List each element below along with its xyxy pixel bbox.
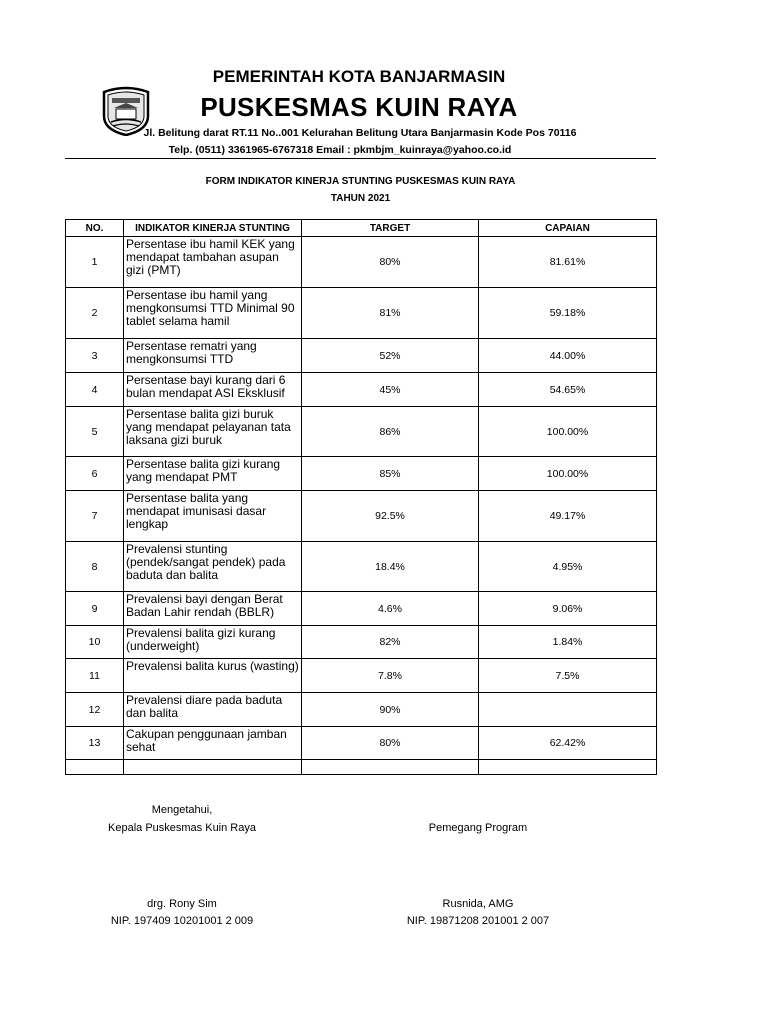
- table-row: [66, 727, 657, 760]
- institution-title: PUSKESMAS KUIN RAYA: [200, 92, 518, 122]
- program-holder-nip: NIP. 19871208 201001 2 007: [406, 915, 550, 927]
- row-target: 90%: [302, 693, 479, 727]
- row-target: 7.8%: [302, 659, 479, 693]
- table-row: [66, 542, 657, 592]
- row-target: 80%: [302, 237, 479, 288]
- head-name: drg. Rony Sim: [147, 898, 217, 910]
- row-achievement: 44.00%: [479, 339, 657, 373]
- head-nip: NIP. 197409 10201001 2 009: [110, 915, 254, 927]
- row-indicator: Persentase rematri yang mengkonsumsi TTD: [124, 339, 302, 373]
- row-number: 7: [66, 491, 124, 542]
- header-divider: [65, 158, 656, 159]
- row-achievement: 1.84%: [479, 626, 657, 659]
- row-achievement: 59.18%: [479, 288, 657, 339]
- row-achievement: 62.42%: [479, 727, 657, 760]
- row-number: 3: [66, 339, 124, 373]
- head-title: Kepala Puskesmas Kuin Raya: [108, 822, 256, 834]
- row-achievement: 49.17%: [479, 491, 657, 542]
- row-number: 11: [66, 659, 124, 693]
- row-achievement: [479, 693, 657, 727]
- row-indicator: Persentase balita gizi buruk yang mendapat pelayanan tata laksana gizi buruk: [124, 407, 302, 457]
- row-number: 2: [66, 288, 124, 339]
- row-target: 45%: [302, 373, 479, 407]
- table-row: [66, 457, 657, 491]
- table-row: [66, 237, 657, 288]
- table-row: [66, 693, 657, 727]
- row-number: 10: [66, 626, 124, 659]
- row-target: 82%: [302, 626, 479, 659]
- program-holder-title: Pemegang Program: [428, 822, 528, 834]
- table-row: [66, 592, 657, 626]
- indicator-table: [65, 219, 657, 775]
- table-row: [66, 373, 657, 407]
- contact-line: Telp. (0511) 3361965-6767318 Email : pkmbjm_kuinraya@yahoo.co.id: [168, 144, 512, 156]
- header-achievement: CAPAIAN: [479, 220, 657, 237]
- row-target: 80%: [302, 727, 479, 760]
- row-number: 12: [66, 693, 124, 727]
- row-number: 13: [66, 727, 124, 760]
- header-target: TARGET: [302, 220, 479, 237]
- row-achievement: 54.65%: [479, 373, 657, 407]
- table-row: [66, 288, 657, 339]
- row-target: [302, 760, 479, 775]
- form-title: FORM INDIKATOR KINERJA STUNTING PUSKESMAS KUIN RAYA: [205, 176, 516, 187]
- row-indicator: Prevalensi diare pada baduta dan balita: [124, 693, 302, 727]
- row-indicator: Prevalensi balita gizi kurang (underweight): [124, 626, 302, 659]
- row-indicator: Persentase balita gizi kurang yang mendapat PMT: [124, 457, 302, 491]
- row-achievement: 7.5%: [479, 659, 657, 693]
- table-row: [66, 491, 657, 542]
- table-row: [66, 339, 657, 373]
- row-achievement: 100.00%: [479, 407, 657, 457]
- row-target: 85%: [302, 457, 479, 491]
- row-target: 92.5%: [302, 491, 479, 542]
- row-indicator: Persentase ibu hamil yang mengkonsumsi TTD Minimal 90 tablet selama hamil: [124, 288, 302, 339]
- table-row: [66, 407, 657, 457]
- row-number: 1: [66, 237, 124, 288]
- row-indicator: Persentase balita yang mendapat imunisasi dasar lengkap: [124, 491, 302, 542]
- row-target: 52%: [302, 339, 479, 373]
- row-indicator: Cakupan penggunaan jamban sehat: [124, 727, 302, 760]
- address-line: Jl. Belitung darat RT.11 No..001 Kelurahan Belitung Utara Banjarmasin Kode Pos 70116: [143, 127, 577, 139]
- table-row: [66, 626, 657, 659]
- row-achievement: 100.00%: [479, 457, 657, 491]
- table-row: [66, 760, 657, 775]
- row-number: 6: [66, 457, 124, 491]
- row-target: 4.6%: [302, 592, 479, 626]
- row-number: 8: [66, 542, 124, 592]
- row-indicator: Prevalensi balita kurus (wasting): [124, 659, 302, 693]
- row-achievement: 4.95%: [479, 542, 657, 592]
- row-number: [66, 760, 124, 775]
- table-row: [66, 659, 657, 693]
- row-achievement: [479, 760, 657, 775]
- row-indicator: Prevalensi stunting (pendek/sangat pendek) pada baduta dan balita: [124, 542, 302, 592]
- row-target: 18.4%: [302, 542, 479, 592]
- row-target: 86%: [302, 407, 479, 457]
- row-number: 4: [66, 373, 124, 407]
- row-number: 9: [66, 592, 124, 626]
- row-number: 5: [66, 407, 124, 457]
- row-indicator: [124, 760, 302, 775]
- program-holder-name: Rusnida, AMG: [442, 898, 514, 910]
- row-indicator: Persentase ibu hamil KEK yang mendapat tambahan asupan gizi (PMT): [124, 237, 302, 288]
- government-title: PEMERINTAH KOTA BANJARMASIN: [212, 67, 506, 86]
- header-indicator: INDIKATOR KINERJA STUNTING: [124, 220, 302, 237]
- table-header-row: [66, 220, 657, 237]
- row-target: 81%: [302, 288, 479, 339]
- form-year: TAHUN 2021: [330, 193, 391, 204]
- row-indicator: Persentase bayi kurang dari 6 bulan mendapat ASI Eksklusif: [124, 373, 302, 407]
- row-indicator: Prevalensi bayi dengan Berat Badan Lahir rendah (BBLR): [124, 592, 302, 626]
- header-no: NO.: [66, 220, 124, 237]
- acknowledgement-label: Mengetahui,: [151, 804, 213, 816]
- row-achievement: 9.06%: [479, 592, 657, 626]
- row-achievement: 81.61%: [479, 237, 657, 288]
